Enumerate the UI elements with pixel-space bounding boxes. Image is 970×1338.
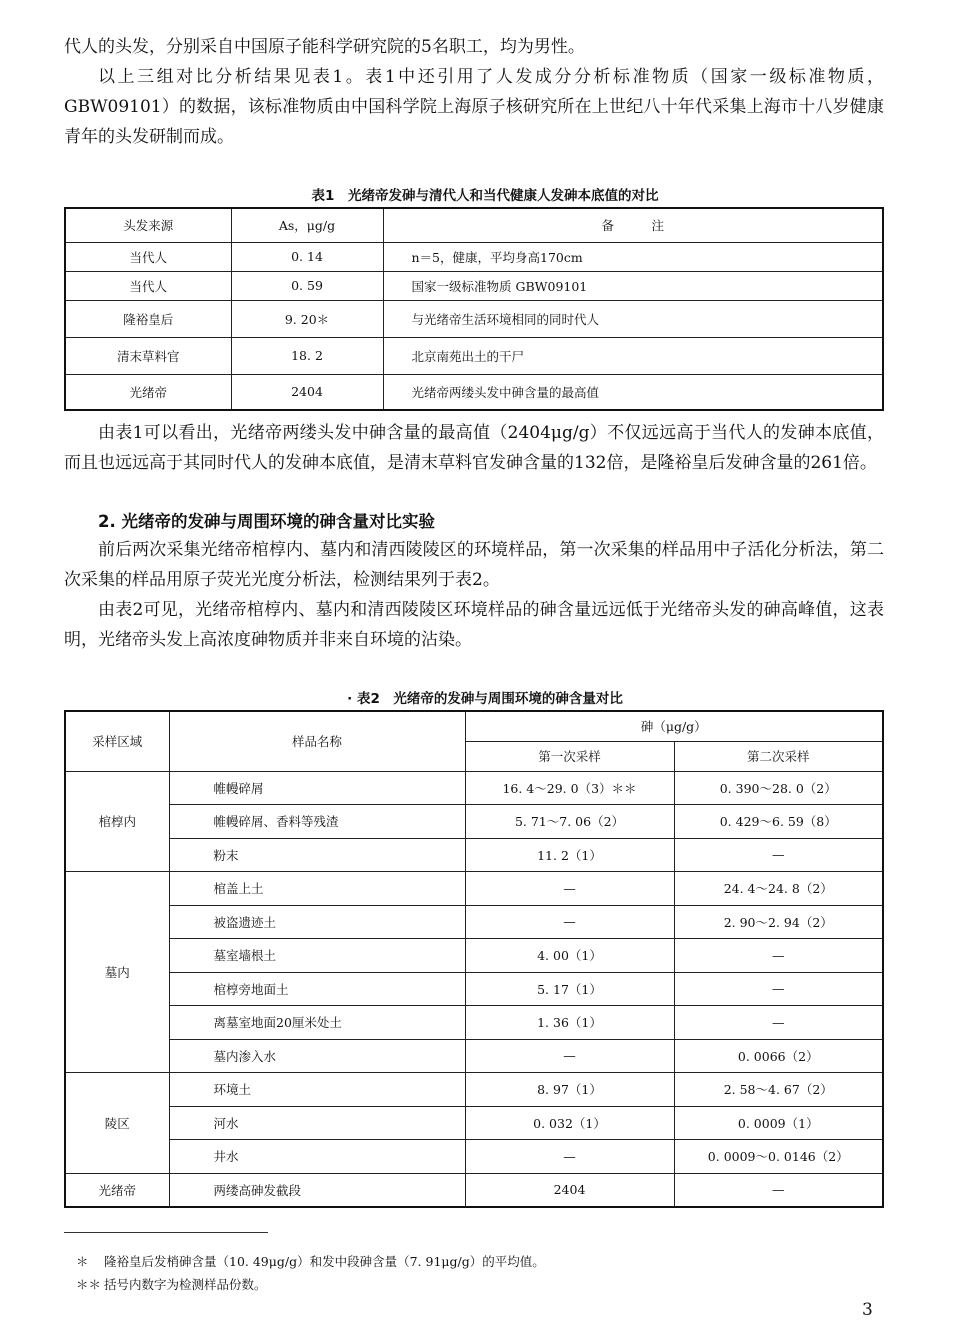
paragraph-4: 前后两次采集光绪帝棺椁内、墓内和清西陵陵区的环境样品，第一次采集的样品用中子活化分析法，第二次采集的样品用原子荧光光度分析法，检测结果列于表2。 <box>64 540 884 590</box>
second-sampling-cell: 2. 58～4. 67（2） <box>674 1073 883 1107</box>
table-cell: 与光绪帝生活环境相同的同时代人 <box>383 300 883 337</box>
table-cell: 光绪帝两缕头发中砷含量的最高值 <box>383 374 883 410</box>
paragraph-1: 代人的头发，分别采自中国原子能科学研究院的5名职工，均为男性。 <box>64 37 585 57</box>
table-cell: 9. 20＊ <box>231 300 383 337</box>
first-sampling-cell: 0. 032（1） <box>465 1106 674 1140</box>
footnote-2 <box>76 1276 267 1294</box>
table-row <box>65 838 883 872</box>
table-cell: 北京南苑出土的干尸 <box>383 337 883 374</box>
table1-header-as: As，μg/g <box>231 208 383 242</box>
table-row <box>65 1106 883 1140</box>
table1-header-source: 头发来源 <box>65 208 231 242</box>
second-sampling-cell: 0. 0009～0. 0146（2） <box>674 1140 883 1174</box>
sample-name-cell: 粉末 <box>169 838 465 872</box>
sample-name-cell: 井水 <box>169 1140 465 1174</box>
table-2 <box>64 710 884 1208</box>
table-row <box>65 872 883 906</box>
footnote-text: 隆裕皇后发梢砷含量（10. 49μg/g）和发中段砷含量（7. 91μg/g）的平均值。 <box>104 1254 545 1269</box>
second-sampling-cell: — <box>674 1173 883 1207</box>
sample-name-cell: 棺椁旁地面土 <box>169 972 465 1006</box>
table2-header-second: 第二次采样 <box>674 741 883 771</box>
table-row <box>65 905 883 939</box>
first-sampling-cell: 5. 71～7. 06（2） <box>465 805 674 839</box>
table-cell: 光绪帝 <box>65 374 231 410</box>
first-sampling-cell: 16. 4～29. 0（3）＊＊ <box>465 771 674 805</box>
table-1 <box>64 207 884 411</box>
sample-name-cell: 被盗遗迹土 <box>169 905 465 939</box>
table2-header-first: 第一次采样 <box>465 741 674 771</box>
sample-name-cell: 环境土 <box>169 1073 465 1107</box>
sample-name-cell: 离墓室地面20厘米处土 <box>169 1006 465 1040</box>
sample-name-cell: 棺盖上土 <box>169 872 465 906</box>
table-row <box>65 1173 883 1207</box>
table-row <box>65 271 883 300</box>
first-sampling-cell: — <box>465 905 674 939</box>
table1-caption: 表1 光绪帝发砷与清代人和当代健康人发砷本底值的对比 <box>311 188 659 204</box>
sample-name-cell: 墓内渗入水 <box>169 1039 465 1073</box>
table-row <box>65 337 883 374</box>
sampling-area-cell: 棺椁内 <box>65 771 169 872</box>
table-row <box>65 300 883 337</box>
first-sampling-cell: 5. 17（1） <box>465 972 674 1006</box>
footnote-mark: ＊ <box>76 1254 89 1269</box>
second-sampling-cell: 0. 0066（2） <box>674 1039 883 1073</box>
table-row <box>65 771 883 805</box>
table2-header-arsenic: 砷（μg/g） <box>465 711 883 741</box>
paragraph-2: 以上三组对比分析结果见表1。表1中还引用了人发成分分析标准物质（国家一级标准物质，GBW09101）的数据，该标准物质由中国科学院上海原子核研究所在上世纪八十年代采集上海市十八岁健康青年的头发研制而成。 <box>64 67 884 147</box>
table2-header-row <box>65 711 883 741</box>
table-row <box>65 939 883 973</box>
sample-name-cell: 河水 <box>169 1106 465 1140</box>
table-cell: n＝5，健康，平均身高170cm <box>383 242 883 271</box>
footnote-divider <box>64 1232 268 1233</box>
footnote-text: 括号内数字为检测样品份数。 <box>104 1277 267 1292</box>
table-cell: 隆裕皇后 <box>65 300 231 337</box>
section-heading: 2. 光绪帝的发砷与周围环境的砷含量对比实验 <box>98 512 435 531</box>
second-sampling-cell: 0. 0009（1） <box>674 1106 883 1140</box>
page-number: 3 <box>862 1300 873 1320</box>
table-row <box>65 1006 883 1040</box>
table-cell: 2404 <box>231 374 383 410</box>
second-sampling-cell: 0. 390～28. 0（2） <box>674 771 883 805</box>
footnote-mark: ＊＊ <box>76 1277 102 1292</box>
paragraph-3: 由表1可以看出，光绪帝两缕头发中砷含量的最高值（2404μg/g）不仅远远高于当代人的发砷本底值，而且也远远高于其同时代人的发砷本底值，是清末草料官发砷含量的132倍，是隆裕皇后发砷含量的261倍。 <box>64 423 884 473</box>
first-sampling-cell: 11. 2（1） <box>465 838 674 872</box>
table1-header-note: 备 注 <box>383 208 883 242</box>
first-sampling-cell: 1. 36（1） <box>465 1006 674 1040</box>
sample-name-cell: 帷幔碎屑 <box>169 771 465 805</box>
second-sampling-cell: — <box>674 838 883 872</box>
second-sampling-cell: 2. 90～2. 94（2） <box>674 905 883 939</box>
second-sampling-cell: — <box>674 939 883 973</box>
first-sampling-cell: 4. 00（1） <box>465 939 674 973</box>
first-sampling-cell: — <box>465 1039 674 1073</box>
table2-header-area: 采样区域 <box>65 711 169 771</box>
table-cell: 0. 59 <box>231 271 383 300</box>
paragraph-5: 由表2可见，光绪帝棺椁内、墓内和清西陵陵区环境样品的砷含量远远低于光绪帝头发的砷高峰值，这表明，光绪帝头发上高浓度砷物质并非来自环境的沾染。 <box>64 600 884 650</box>
sampling-area-cell: 光绪帝 <box>65 1173 169 1207</box>
first-sampling-cell: 2404 <box>465 1173 674 1207</box>
table-row <box>65 805 883 839</box>
table1-header-row <box>65 208 883 242</box>
sampling-area-cell: 陵区 <box>65 1073 169 1174</box>
first-sampling-cell: — <box>465 1140 674 1174</box>
second-sampling-cell: 24. 4～24. 8（2） <box>674 872 883 906</box>
table-cell: 当代人 <box>65 242 231 271</box>
table-cell: 国家一级标准物质 GBW09101 <box>383 271 883 300</box>
table-row <box>65 1073 883 1107</box>
second-sampling-cell: — <box>674 972 883 1006</box>
table-row <box>65 242 883 271</box>
first-sampling-cell: — <box>465 872 674 906</box>
table-cell: 18. 2 <box>231 337 383 374</box>
table2-header-name: 样品名称 <box>169 711 465 771</box>
table-cell: 0. 14 <box>231 242 383 271</box>
table2-body <box>65 771 883 1207</box>
table2-caption: · 表2 光绪帝的发砷与周围环境的砷含量对比 <box>347 691 623 707</box>
footnote-1 <box>76 1253 545 1271</box>
sample-name-cell: 两缕高砷发截段 <box>169 1173 465 1207</box>
table-row <box>65 972 883 1006</box>
table-row <box>65 374 883 410</box>
table-row <box>65 1039 883 1073</box>
second-sampling-cell: 0. 429～6. 59（8） <box>674 805 883 839</box>
sample-name-cell: 墓室墙根土 <box>169 939 465 973</box>
sample-name-cell: 帷幔碎屑、香料等残渣 <box>169 805 465 839</box>
second-sampling-cell: — <box>674 1006 883 1040</box>
table-cell: 清末草料官 <box>65 337 231 374</box>
sampling-area-cell: 墓内 <box>65 872 169 1073</box>
table-cell: 当代人 <box>65 271 231 300</box>
table-row <box>65 1140 883 1174</box>
first-sampling-cell: 8. 97（1） <box>465 1073 674 1107</box>
